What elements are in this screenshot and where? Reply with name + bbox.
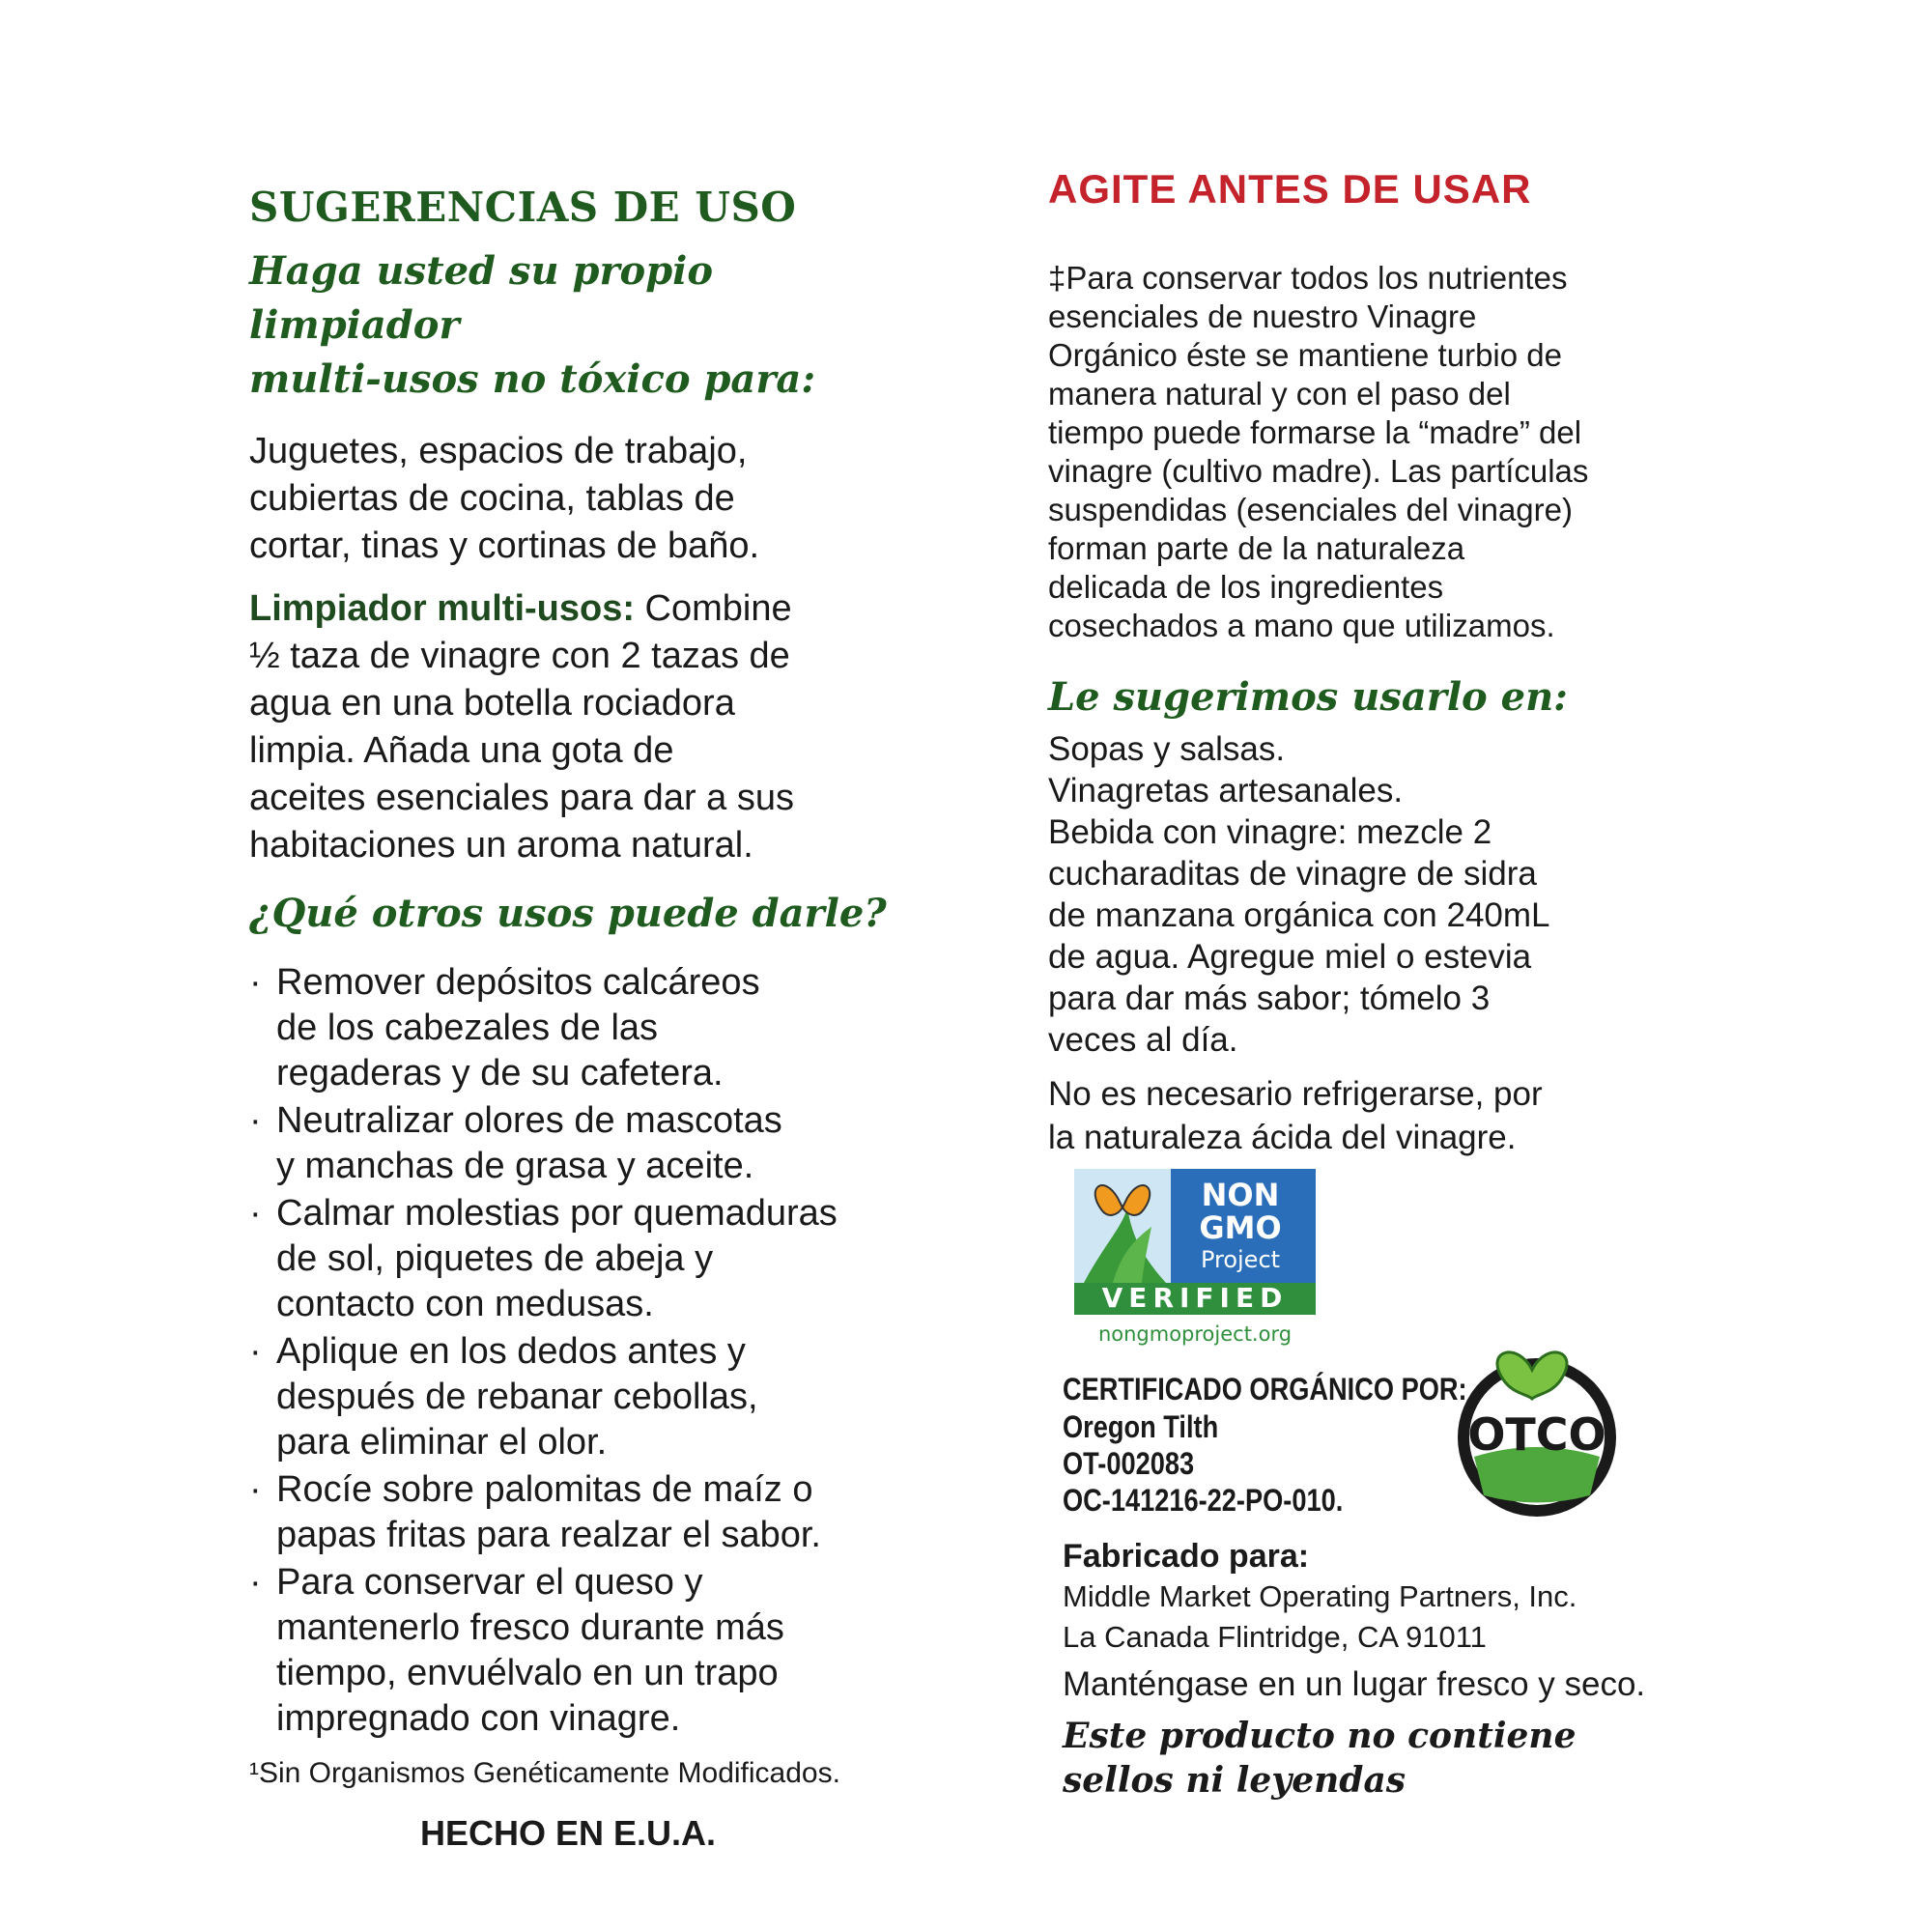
manufacturer-title: Fabricado para:	[1063, 1538, 1310, 1575]
fridge-paragraph	[1048, 1072, 1724, 1159]
otco-text: OTCO	[1467, 1408, 1606, 1461]
final-note-line: sellos ni leyendas	[1063, 1760, 1406, 1801]
manufacturer-line: La Canada Flintridge, CA 91011	[1063, 1620, 1487, 1654]
cert-line: Oregon Tilth	[1063, 1409, 1219, 1444]
suggest-heading: Le sugerimos usarlo en:	[1048, 674, 1568, 720]
nongmo-line2: GMO	[1199, 1209, 1282, 1246]
suggest-paragraph	[1048, 728, 1724, 1061]
cleaner-text: Combine	[635, 588, 792, 629]
subtitle-line-1: Haga usted su propio limpiador	[249, 248, 714, 348]
cleaner-line	[249, 585, 887, 633]
cleaner-paragraph	[249, 585, 887, 869]
bullet-dot: ·	[249, 1100, 262, 1141]
nongmo-url: nongmoproject.org	[1097, 1322, 1293, 1346]
intro-line: cortar, tinas y cortinas de baño.	[249, 526, 760, 566]
list-item: · Rocíe sobre palomitas de maíz o papas fritas para realzar el sabor.	[249, 1469, 821, 1555]
certification-block	[1063, 1370, 1468, 1519]
non-gmo-logo	[1074, 1169, 1316, 1357]
other-uses-heading: ¿Qué otros usos puede darle?	[249, 891, 887, 936]
nutrients-line: esenciales de nuestro Vinagre	[1048, 298, 1477, 334]
nutrients-line: manera natural y con el paso del	[1048, 376, 1511, 412]
intro-line: cubiertas de cocina, tablas de	[249, 478, 735, 519]
nongmo-verified: VERIFIED	[1101, 1282, 1289, 1314]
bullet-dot: ·	[249, 962, 262, 1003]
suggest-line: de agua. Agregue miel o estevia	[1048, 938, 1532, 976]
manufacturer-block	[1063, 1536, 1739, 1803]
non-gmo-badge-icon	[1074, 1169, 1316, 1352]
usage-title: SUGERENCIAS DE USO	[249, 184, 797, 231]
nutrients-line: suspendidas (esenciales del vinagre)	[1048, 492, 1573, 527]
nutrients-paragraph	[1048, 259, 1724, 645]
nutrients-line: cosechados a mano que utilizamos.	[1048, 608, 1555, 643]
intro-paragraph	[249, 428, 887, 570]
manufacturer-line: Middle Market Operating Partners, Inc.	[1063, 1579, 1577, 1613]
nutrients-line: ‡Para conservar todos los nutrientes	[1048, 260, 1568, 296]
shake-warning: AGITE ANTES DE USAR	[1048, 166, 1532, 212]
nutrients-line: Orgánico éste se mantiene turbio de	[1048, 337, 1562, 373]
cleaner-line: agua en una botella rociadora	[249, 683, 735, 724]
bullet-dot: ·	[249, 1193, 262, 1234]
cleaner-line: aceites esenciales para dar a sus	[249, 778, 794, 818]
nongmo-line3: Project	[1200, 1246, 1281, 1273]
final-note-line: Este producto no contiene	[1063, 1716, 1577, 1756]
cert-line: OT-002083	[1063, 1446, 1195, 1481]
otco-logo	[1445, 1341, 1629, 1524]
subtitle-line-2: multi-usos no tóxico para:	[249, 356, 816, 402]
list-item: · Calmar molestias por quemaduras de sol, piquetes de abeja y contacto con medusas.	[249, 1193, 838, 1324]
made-in-label: HECHO EN E.U.A.	[419, 1813, 717, 1853]
fridge-line: No es necesario refrigerarse, por	[1048, 1075, 1543, 1113]
bullet-dot: ·	[249, 1469, 262, 1510]
list-item: · Para conservar el queso y mantenerlo fresco durante más tiempo, envuélvalo en un trapo impregnado con vinagre.	[249, 1562, 784, 1739]
cert-title: CERTIFICADO ORGÁNICO POR:	[1063, 1372, 1467, 1406]
cert-line: OC-141216-22-PO-010.	[1063, 1483, 1344, 1518]
cleaner-label: Limpiador multi-usos:	[249, 588, 635, 629]
nutrients-line: vinagre (cultivo madre). Las partículas	[1048, 453, 1589, 489]
cleaner-line: ½ taza de vinagre con 2 tazas de	[249, 636, 790, 676]
bullet-dot: ·	[249, 1331, 262, 1372]
intro-line: Juguetes, espacios de trabajo,	[249, 431, 748, 471]
suggest-line: Vinagretas artesanales.	[1048, 772, 1404, 810]
suggest-line: Sopas y salsas.	[1048, 730, 1286, 768]
right-column	[1048, 166, 1724, 1159]
cleaner-line: limpia. Añada una gota de	[249, 730, 674, 771]
suggest-line: veces al día.	[1048, 1021, 1238, 1059]
fridge-line: la naturaleza ácida del vinagre.	[1048, 1119, 1517, 1156]
suggest-line: Bebida con vinagre: mezcle 2	[1048, 813, 1492, 851]
suggest-line: de manzana orgánica con 240mL	[1048, 896, 1550, 934]
list-item: · Neutralizar olores de mascotas y manchas de grasa y aceite.	[249, 1100, 782, 1186]
cleaner-line: habitaciones un aroma natural.	[249, 825, 753, 866]
suggest-line: para dar más sabor; tómelo 3	[1048, 980, 1491, 1017]
nongmo-line1: NON	[1201, 1177, 1280, 1213]
nutrients-line: forman parte de la naturaleza	[1048, 530, 1465, 566]
suggest-line: cucharaditas de vinagre de sidra	[1048, 855, 1537, 893]
list-item: · Aplique en los dedos antes y después de rebanar cebollas, para eliminar el olor.	[249, 1331, 758, 1463]
left-column	[249, 184, 887, 1854]
list-item: · Remover depósitos calcáreos de los cabezales de las regaderas y de su cafetera.	[249, 962, 760, 1094]
nutrients-line: delicada de los ingredientes	[1048, 569, 1444, 605]
gmo-footnote: ¹Sin Organismos Genéticamente Modificados.	[249, 1757, 840, 1789]
nutrients-line: tiempo puede formarse la “madre” del	[1048, 414, 1582, 450]
storage-instruction: Manténgase en un lugar fresco y seco.	[1063, 1665, 1646, 1703]
otco-seal-icon	[1445, 1341, 1629, 1524]
bullet-dot: ·	[249, 1562, 262, 1603]
other-uses-list	[249, 960, 887, 1742]
